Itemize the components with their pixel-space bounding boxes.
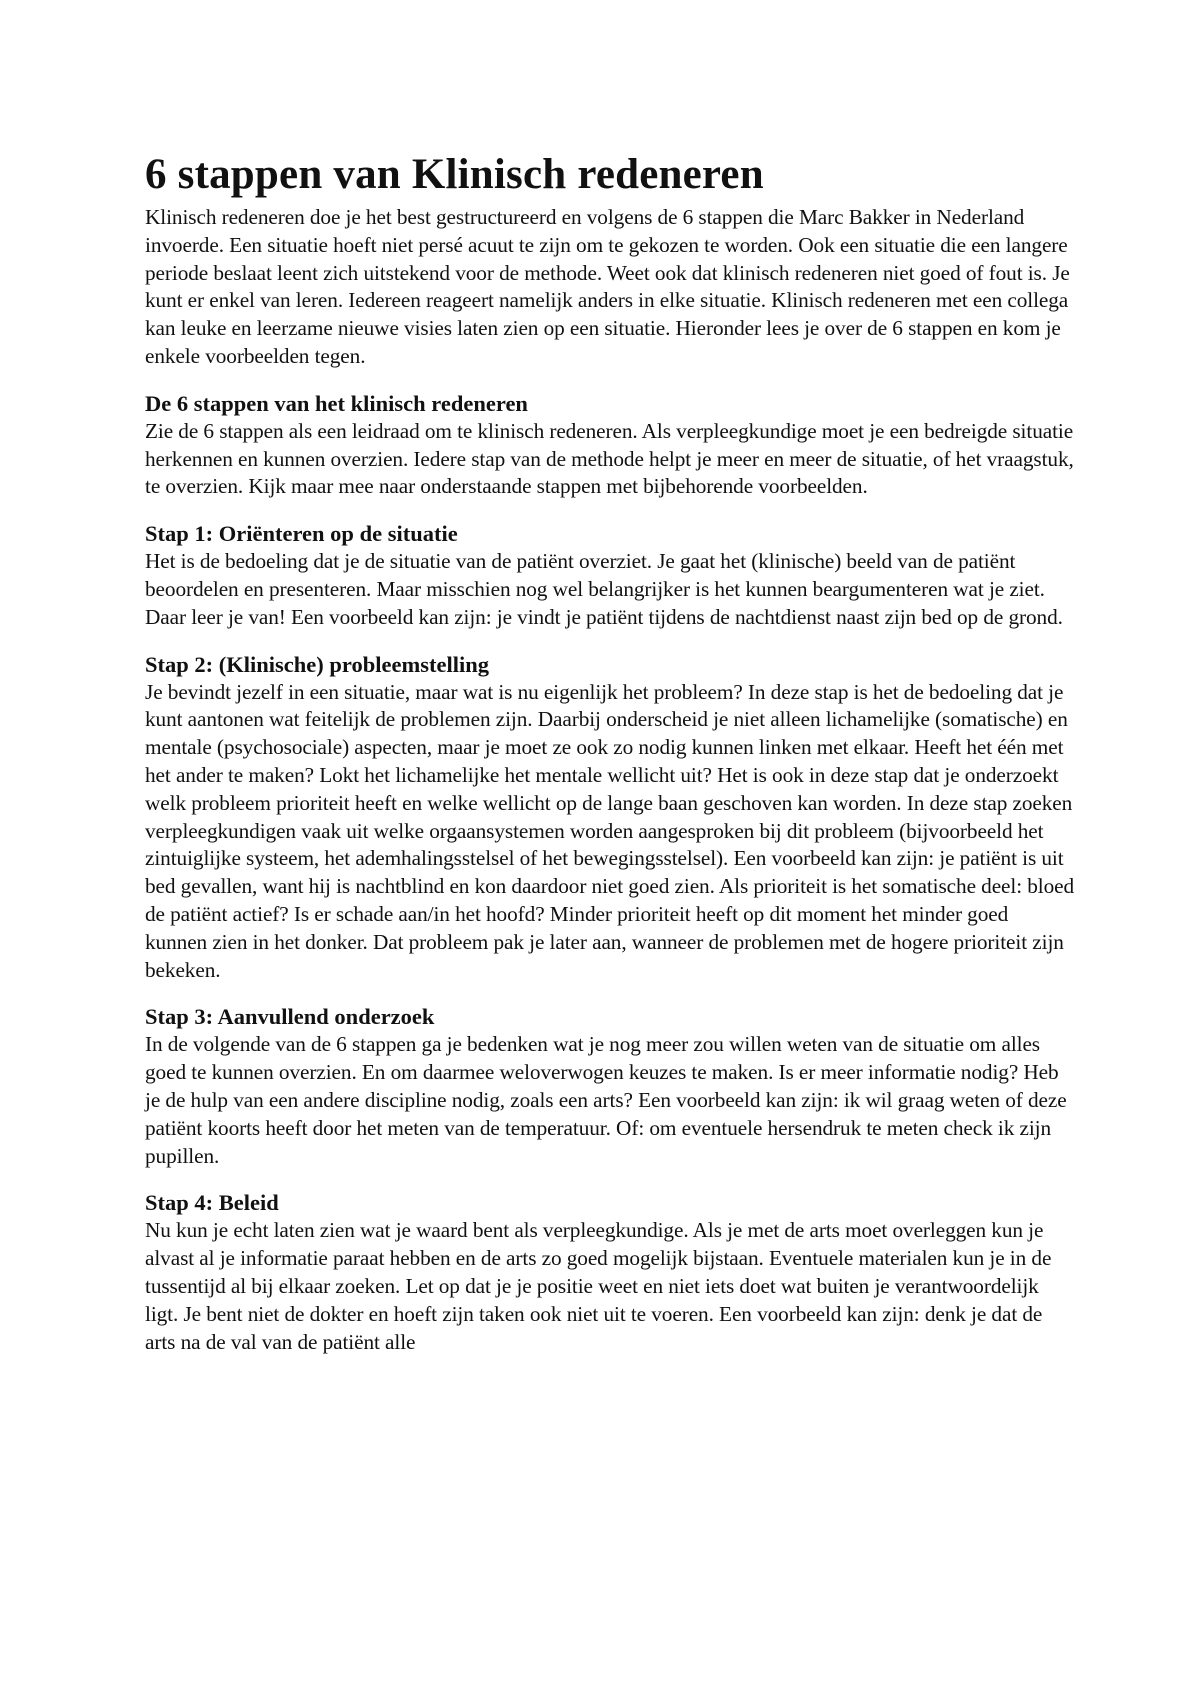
intro-paragraph: Klinisch redeneren doe je het best gestructureerd en volgens de 6 stappen die Marc Bakker in Nederland invoerde. Een situatie hoeft niet persé acuut te zijn om te gekozen te worden. Ook een situatie die een langere periode beslaat leent zich uitstekend voor de methode. Weet ook dat klinisch redeneren niet goed of fout is. Je kunt er enkel van leren. Iedereen reageert namelijk anders in elke situatie. Klinisch redeneren met een collega kan leuke en leerzame nieuwe visies laten zien op een situatie. Hieronder lees je over de 6 stappen en kom je enkele voorbeelden tegen. xyxy=(145,205,1070,368)
section-heading: De 6 stappen van het klinisch redeneren xyxy=(145,390,528,416)
section-stap-2 xyxy=(145,651,1075,985)
section-paragraph: Zie de 6 stappen als een leidraad om te klinisch redeneren. Als verpleegkundige moet je een bedreigde situatie herkennen en kunnen overzien. Iedere stap van de methode helpt je meer en meer de situatie, of het vraagstuk, te overzien. Kijk maar mee naar onderstaande stappen met bijbehorende voorbeelden. xyxy=(145,418,1074,499)
section-stap-1 xyxy=(145,520,1075,631)
section-heading: Stap 1: Oriënteren op de situatie xyxy=(145,521,458,547)
section-paragraph: Je bevindt jezelf in een situatie, maar wat is nu eigenlijk het probleem? In deze stap is het de bedoeling dat je kunt aantonen wat feitelijk de problemen zijn. Daarbij onderscheid je niet alleen lichamelijke (somatische) en mentale (psychosociale) aspecten, maar je moet ze ook zo nodig kunnen linken met elkaar. Heeft het één met het ander te maken? Lokt het lichamelijke het mentale wellicht uit? Het is ook in deze stap dat je onderzoekt welk probleem prioriteit heeft en welke wellicht op de lange baan geschoven kan worden. In deze stap zoeken verpleegkundigen vaak uit welke orgaansystemen worden aangesproken bij dit probleem (bijvoorbeeld het zintuiglijke systeem, het ademhalingsstelsel of het bewegingsstelsel). Een voorbeeld kan zijn: je patiënt is uit bed gevallen, want hij is nachtblind en kon daardoor niet goed zien. Als prioriteit is het somatische deel: bloed de patiënt actief? Is er schade aan/in het hoofd? Minder prioriteit heeft op dit moment het minder goed kunnen zien in het donker. Dat probleem pak je later aan, wanneer de problemen met de hogere prioriteit zijn bekeken. xyxy=(145,679,1075,982)
section-paragraph: Het is de bedoeling dat je de situatie van de patiënt overziet. Je gaat het (klinische) beeld van de patiënt beoordelen en presenteren. Maar misschien nog wel belangrijker is het kunnen beargumenteren wat je ziet. Daar leer je van! Een voorbeeld kan zijn: je vindt je patiënt tijdens de nachtdienst naast zijn bed op de grond. xyxy=(145,549,1063,629)
section-stap-4 xyxy=(145,1189,1075,1356)
section-heading: Stap 4: Beleid xyxy=(145,1190,279,1216)
section-heading: Stap 3: Aanvullend onderzoek xyxy=(145,1004,435,1030)
section-paragraph: In de volgende van de 6 stappen ga je bedenken wat je nog meer zou willen weten van de situatie om alles goed te kunnen overzien. En om daarmee weloverwogen keuzes te maken. Is er meer informatie nodig? Heb je de hulp van een andere discipline nodig, zoals een arts? Een voorbeeld kan zijn: ik wil graag weten of deze patiënt koorts heeft door het meten van de temperatuur. Of: om eventuele hersendruk te meten check ik zijn pupillen. xyxy=(145,1032,1067,1168)
section-paragraph: Nu kun je echt laten zien wat je waard bent als verpleegkundige. Als je met de arts moet overleggen kun je alvast al je informatie paraat hebben en de arts zo goed mogelijk bijstaan. Eventuele materialen kun je in de tussentijd al bij elkaar zoeken. Let op dat je je positie weet en niet iets doet wat buiten je verantwoordelijk ligt. Je bent niet de dokter en hoeft zijn taken ook niet uit te voeren. Een voorbeeld kan zijn: denk je dat de arts na de val van de patiënt alle xyxy=(145,1218,1052,1354)
section-heading: Stap 2: (Klinische) probleemstelling xyxy=(145,651,489,677)
document-page xyxy=(145,146,1075,1356)
page-title: 6 stappen van Klinisch redeneren xyxy=(145,151,764,198)
section-stap-3 xyxy=(145,1003,1075,1170)
section-6-stappen xyxy=(145,390,1075,501)
